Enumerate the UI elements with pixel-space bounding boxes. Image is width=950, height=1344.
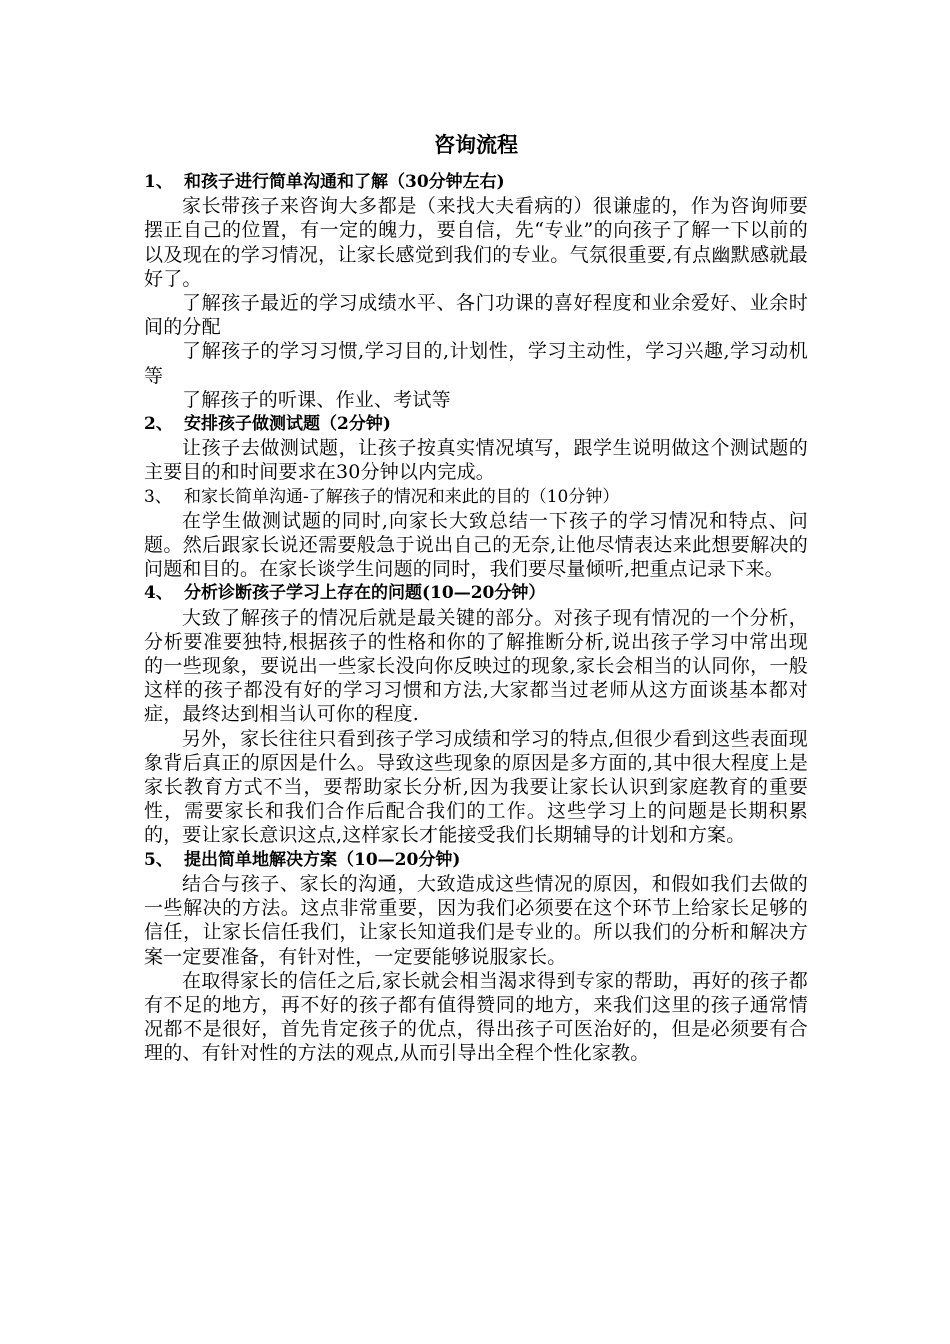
section-2 (144, 412, 808, 485)
section-heading (144, 848, 808, 872)
section-number: 1、 (144, 172, 173, 192)
section-number: 5、 (144, 849, 173, 870)
section-heading-text: 提出简单地解决方案（10—20分钟) (184, 849, 461, 870)
section-heading-text: 安排孩子做测试题（2分钟) (184, 414, 391, 435)
section-heading (144, 170, 808, 194)
paragraph: 结合与孩子、家长的沟通，大致造成这些情况的原因，和假如我们去做的一些解决的方法。这点非常重要，因为我们必须要在这个环节上给家长足够的信任，让家长信任我们，让家长知道我们是专业的。所以我们的分析和解决方案一定要准备，有针对性，一定要能够说服家长。 (144, 872, 808, 968)
section-heading-text: 分析诊断孩子学习上存在的问题(10—20分钟） (184, 583, 546, 604)
section-heading (144, 581, 808, 605)
section-heading-text: 和孩子进行简单沟通和了解（30分钟左右) (184, 172, 505, 192)
section-number: 2、 (144, 414, 173, 435)
paragraph: 了解孩子的学习习惯,学习目的,计划性，学习主动性，学习兴趣,学习动机等 (144, 340, 808, 387)
paragraph: 在取得家长的信任之后,家长就会相当渴求得到专家的帮助，再好的孩子都有不足的地方，再不好的孩子都有值得赞同的地方，来我们这里的孩子通常情况都不是很好，首先肯定孩子的优点，得出孩子可医治好的，但是必须要有合理的、有针对性的方法的观点,从而引导出全程个性化家教。 (144, 969, 808, 1065)
paragraph: 了解孩子最近的学习成绩水平、各门功课的喜好程度和业余爱好、业余时间的分配 (144, 292, 808, 339)
document-title: 咨询流程 (434, 132, 518, 157)
paragraph: 在学生做测试题的同时,向家长大致总结一下孩子的学习情况和特点、问题。然后跟家长说还需要般急于说出自己的无奈,让他尽情表达来此想要解决的问题和目的。在家长谈学生问题的同时，我们要尽量倾听,把重点记录下来。 (144, 509, 808, 581)
section-heading (144, 485, 808, 509)
section-heading (144, 412, 808, 436)
section-3 (144, 485, 808, 582)
section-number: 3、 (144, 486, 172, 507)
document-page (144, 128, 808, 1066)
paragraph: 家长带孩子来咨询大多都是（来找大夫看病的）很谦虚的，作为咨询师要摆正自己的位置，有一定的魄力，要自信，先“专业”的向孩子了解一下以前的以及现在的学习情况，让家长感觉到我们的专业。气氛很重要,有点幽默感就最好了。 (144, 195, 808, 290)
paragraph: 另外，家长往往只看到孩子学习成绩和学习的特点,但很少看到这些表面现象背后真正的原因是什么。导致这些现象的原因是多方面的,其中很大程度上是家长教育方式不当，要帮助家长分析,因为我要让家长认识到家庭教育的重要性，需要家长和我们合作后配合我们的工作。这些学习上的问题是长期积累的，要让家长意识这点,这样家长才能接受我们长期辅导的计划和方案。 (144, 727, 808, 847)
section-5 (144, 848, 808, 1066)
section-heading-text: 和家长简单沟通-了解孩子的情况和来此的目的（10分钟） (184, 486, 620, 507)
section-1 (144, 170, 808, 412)
paragraph: 大致了解孩子的情况后就是最关键的部分。对孩子现有情况的一个分析，分析要准要独特,根据孩子的性格和你的了解推断分析,说出孩子学习中常出现的一些现象，要说出一些家长没向你反映过的现象,家长会相当的认同你，一般这样的孩子都没有好的学习习惯和方法,大家都当过老师从这方面谈基本都对症，最终达到相当认可你的程度. (144, 606, 808, 726)
paragraph: 让孩子去做测试题，让孩子按真实情况填写，跟学生说明做这个测试题的主要目的和时间要求在30分钟以内完成。 (144, 437, 808, 484)
paragraph: 了解孩子的听课、作业、考试等 (182, 388, 451, 411)
section-number: 4、 (144, 583, 173, 604)
section-4 (144, 581, 808, 847)
